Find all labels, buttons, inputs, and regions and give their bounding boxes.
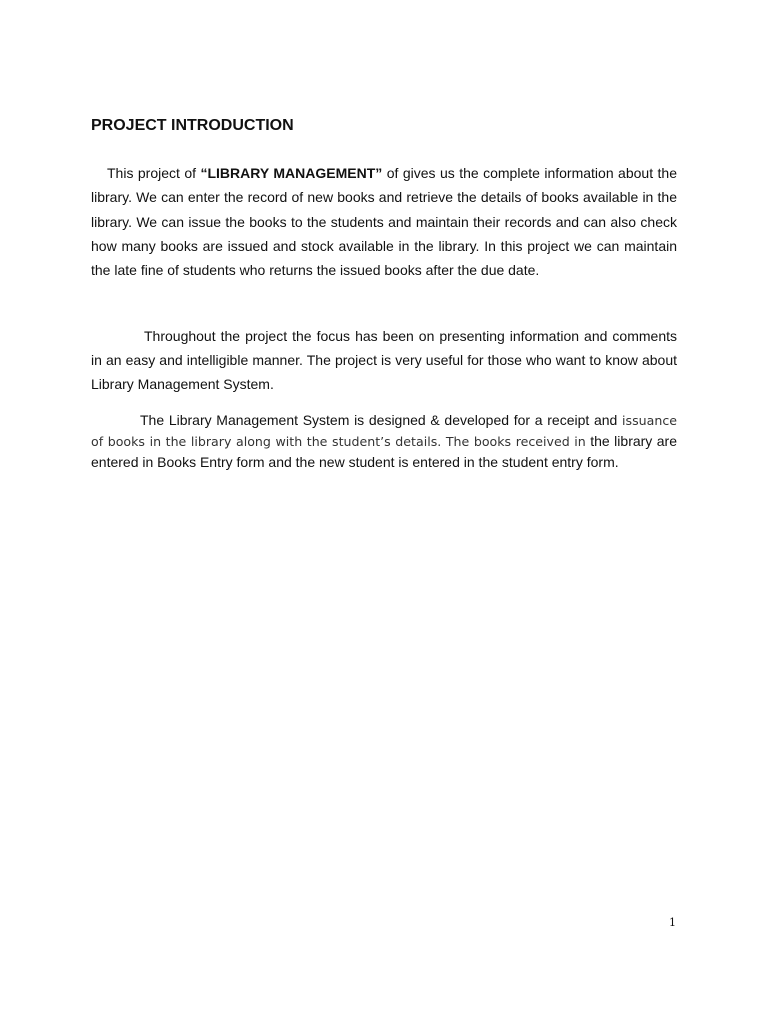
paragraph-3-part-1: The Library Management System is designed & developed for a receipt and [140,412,623,428]
project-title-emphasis: “LIBRARY MANAGEMENT” [200,165,383,181]
paragraph-3-part-3: the library are entered in Books Entry form and the new student is entered in the student entry form. [91,433,678,471]
paragraph-1-text-before: This project of [107,165,201,181]
paragraph-3-part-2: issuance of books in the library along with the student’s details. The books received in [91,413,677,450]
paragraph-system-design [91,410,677,473]
page-number: 1 [669,916,676,929]
paragraph-project-focus: Throughout the project the focus has been on presenting information and comments in an easy and intelligible manner. The project is very useful for those who want to know about Library Management System. [91,328,677,393]
section-heading: PROJECT INTRODUCTION [91,117,294,134]
paragraph-project-overview [91,161,677,282]
paragraph-1-text-after: of gives us the complete information about the library. We can enter the record of new books and retrieve the details of books available in the library. We can issue the books to the students and maintain their records and can also check how many books are issued and stock available in the library. In this project we can maintain the late fine of students who returns the issued books after the due date. [91,165,677,279]
